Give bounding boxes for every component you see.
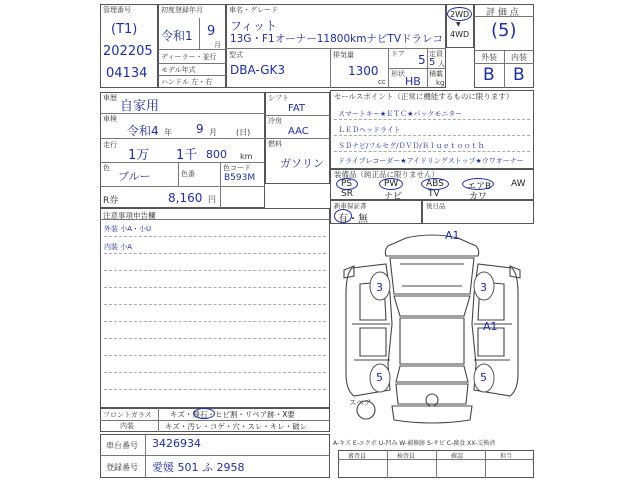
interior-cond-label: 内装 [120,422,134,430]
damage-legend: A-キズ E-エクボ U-凹み W-補修跡 S-サビ C-腐食 XX-交換済 [333,440,496,447]
load-label: 積載 [429,70,443,78]
notes-block [100,208,330,408]
staff-examiner: 審査員 [348,453,367,460]
drive-2wd: 2WD [450,10,470,19]
color-code: B593M [224,173,256,183]
sales-point-2: ＬＥＤヘッドライト [338,126,401,134]
capacity-unit: 人 [438,60,445,68]
notes-rule [104,253,326,254]
chassis-label: 車台番号 [106,441,138,450]
dealer-label: ディーラー・並行 [161,53,217,61]
fuel-label: 燃料 [268,140,282,148]
color-code-label: 色コード [223,164,251,172]
inspection-month-unit: 月 [209,128,217,137]
management-number: 04134 [106,66,148,81]
staff-inspector: 検査員 [397,453,416,460]
mileage-rest: 800 [206,148,227,161]
notes-exterior: 外装 小A・小U [104,225,152,233]
score-value: (5) [491,20,517,41]
mileage-label: 走行 [103,141,117,149]
equipment-title: 装備品（純正品に限りません） [334,170,439,179]
sales-point-1: スマートキー★ＥＴＣ★バックモニター [338,110,463,118]
mileage-sen: 1千 [176,148,198,163]
drive-4wd: 4WD [450,30,470,39]
equip-sr: SR [341,189,353,199]
glass-selected-circle [193,408,215,419]
inspection-era: 令和4 [127,124,159,138]
marker-right-rear-wheel: 5 [480,371,487,384]
notes-rule [104,287,326,288]
inspection-year-unit: 年 [164,128,172,137]
marker-right-front-wheel: 3 [480,281,487,294]
interior-cond-text: キズ・汚レ・コゲ・穴・スレ・キレ・破レ [165,422,308,431]
warranty-title: 新車保証書 [334,202,367,210]
sales-point-4: ドライブレコーダー★アイドリングストップ★ウワオーナー [338,157,524,165]
interior-grade: B [513,65,525,85]
notes-rule [104,338,326,339]
mileage-unit: km [240,152,253,161]
glass-text: キズ・飛石・ヒビ割・リペア跡・X要 [170,410,295,419]
handle-label: ハンドル 左・右 [161,78,213,86]
notes-rule [104,355,326,356]
inspection-day: (日) [236,128,251,137]
chassis-number: 3426934 [152,437,201,450]
score-label: 評 価 点 [486,8,519,18]
notes-rule [104,389,326,390]
drive-2wd-circle [447,7,472,21]
usage-value: 自家用 [120,99,160,114]
exterior-label: 外装 [481,53,497,62]
back-order-label: 後日品 [426,202,446,210]
equip-pw: PW [384,179,399,189]
plate-number: 愛媛 501 ふ 2958 [152,461,245,474]
shape-label: 形状 [391,70,405,78]
displacement: 1300 [348,64,379,78]
management-date: 202205 [103,44,153,59]
ac-value: AAC [288,126,309,137]
displacement-label: 排気量 [333,51,354,59]
color-value: ブルー [118,170,151,183]
spare-label: スペア [349,398,372,407]
shift-value: FAT [288,103,306,114]
interior-label: 内装 [511,53,527,62]
door-count: 5 [418,53,426,67]
color-number-label: 色番 [181,170,195,178]
notes-rule [104,321,326,322]
body-shape: HB [405,75,421,88]
management-label: 管理番号 [103,6,131,14]
equip-airbag: エアB [467,182,492,192]
marker-front-bumper: A1 [445,229,460,242]
registration-era: 令和1 [161,29,193,43]
car-name: フィット [230,19,278,33]
equip-abs: ABS [426,179,444,189]
color-label: 色 [103,164,110,172]
marker-left-rear-wheel: 5 [376,371,383,384]
registration-month: 9 [207,24,216,39]
marker-left-front-wheel: 3 [376,281,383,294]
warranty-selected-circle [334,209,352,223]
door-label: ドア [391,50,405,58]
sales-point-3: ＳＤナビ/フルセグ/ＤＶＤ/Ｂｌｕｅｔｏｏｔｈ [338,142,485,150]
marker-right-side: A1 [483,320,498,333]
equip-tv: TV [428,189,440,199]
car-grade: 13G・F1オーナー11800kmナビTVドラレコ [230,33,444,45]
car-name-label: 車名・グレード [229,6,278,14]
warranty-options: 有・無 [338,214,368,225]
notes-title: 注意事項申告欄 [103,211,156,220]
staff-confirm: 確認 [451,453,464,460]
notes-rule [104,236,326,237]
usage-label: 車歴 [103,94,117,102]
glass-label: フロントガラス [103,411,152,419]
exterior-grade: B [483,65,495,85]
registration-label: 初度登録年月 [161,6,203,14]
staff-charge: 担当 [500,453,513,460]
displacement-unit: cc [378,78,386,86]
model-code: DBA-GK3 [230,63,285,77]
equip-aw: AW [511,179,526,189]
sales-title: セールスポイント（正常に機能するものに限ります） [334,92,514,101]
inspection-month: 9 [196,122,204,136]
notes-rule [104,304,326,305]
shift-label: シフト [268,94,289,102]
notes-rule [104,372,326,373]
capacity: 5 [429,57,436,68]
recycle-label: R券 [103,196,119,206]
recycle-fee: 8,160 [168,191,203,205]
notes-rule [104,270,326,271]
model-label: 型式 [229,51,243,59]
recycle-unit: 円 [208,195,216,204]
mileage-man: 1万 [128,148,150,163]
notes-interior: 内装 小A [104,243,133,251]
ac-label: 冷房 [268,117,282,125]
capacity-label: 定員 [429,50,443,58]
load-unit: kg [436,79,445,87]
inspection-label: 車検 [103,115,117,123]
equip-ps: PS [341,179,353,189]
equip-leather: カワ [469,192,488,202]
equip-navi: ナビ [384,192,403,202]
model-year-label: モデル年式 [161,66,196,74]
fuel-value: ガソリン [280,157,324,170]
registration-month-unit: 月 [214,41,221,49]
plate-label: 登録番号 [106,463,138,472]
management-code: (T1) [111,22,138,37]
